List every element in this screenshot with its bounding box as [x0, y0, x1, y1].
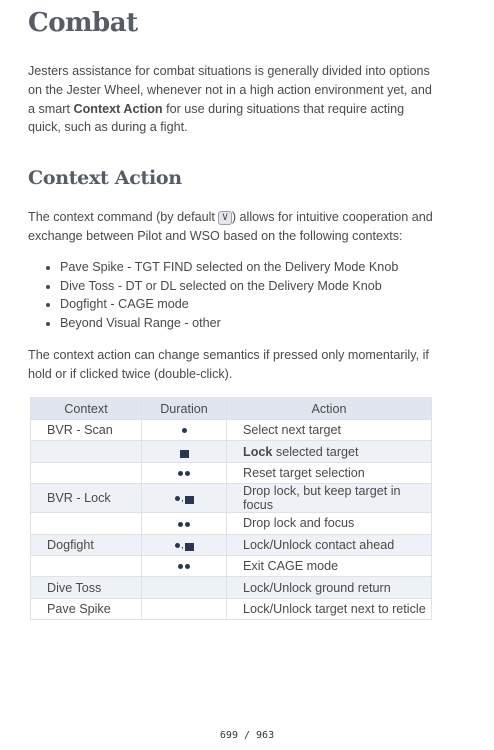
list-item: • Beyond Visual Range - other: [60, 314, 450, 333]
context-text-before: The context command (by default: [28, 210, 219, 224]
duration-cell: [142, 534, 227, 555]
context-action-table: [30, 397, 432, 620]
action-cell: [227, 484, 432, 513]
action-cell: [227, 534, 432, 555]
context-cell: [31, 441, 142, 462]
action-cell: [227, 555, 432, 576]
column-header-duration: Duration: [142, 398, 227, 420]
keybind-key: V: [218, 211, 231, 225]
action-text: Drop lock and focus: [243, 516, 355, 531]
context-cell: BVR - Scan: [31, 420, 142, 441]
table-row: [31, 513, 432, 534]
table-row: [31, 555, 432, 576]
context-cell: Pave Spike: [31, 598, 142, 619]
column-header-context: Context: [31, 398, 142, 420]
double-click-icon: [178, 522, 183, 527]
action-cell: [227, 462, 432, 483]
duration-cell: [142, 420, 227, 441]
context-cell: BVR - Lock: [31, 484, 142, 513]
double-click-icon: [185, 522, 190, 527]
duration-cell: [142, 462, 227, 483]
list-item: • Dogfight - CAGE mode: [60, 295, 450, 314]
short-press-icon: [182, 428, 187, 433]
action-cell: [227, 513, 432, 534]
table-row: [31, 441, 432, 462]
context-list: [28, 258, 450, 333]
intro-bold-term: Context Action: [73, 101, 163, 116]
table-row: [31, 484, 432, 513]
double-click-icon: [178, 471, 183, 476]
semantics-paragraph: The context action can change semantics if pressed only momentarily, if hold or if clicked twice (double-click).: [28, 348, 429, 381]
action-text: Drop lock, but keep target in focus: [243, 484, 401, 513]
action-text: Lock/Unlock target next to reticle: [243, 601, 426, 616]
separator-comma-icon: ,: [181, 539, 184, 551]
double-click-icon: [178, 564, 183, 569]
context-text-after: ) allows for intuitive cooperation and exchange between Pilot and WSO based on the following contexts:: [28, 210, 433, 243]
long-press-icon: [180, 450, 189, 458]
duration-cell: [142, 513, 227, 534]
double-click-icon: [185, 564, 190, 569]
table-row: [31, 420, 432, 441]
long-press-icon: [185, 496, 194, 504]
intro-paragraph: [28, 62, 438, 137]
duration-cell: [142, 484, 227, 513]
action-cell: [227, 577, 432, 598]
action-cell: [227, 441, 432, 462]
intro-text-before: Jesters assistance for combat situations is generally divided into options on the Jester Wheel, whenever not in a high action environment yet, and a smart: [28, 64, 432, 116]
table-body: [31, 420, 432, 620]
action-text: selected target: [272, 444, 359, 459]
action-cell: [227, 420, 432, 441]
action-text: Reset target selection: [243, 465, 365, 480]
section-title: Context Action: [28, 167, 182, 189]
short-press-icon: [175, 543, 180, 548]
context-cell: [31, 462, 142, 483]
intro-text-after: for use during situations that require acting quick, such as during a fight.: [28, 101, 405, 135]
separator-comma-icon: ,: [181, 493, 184, 505]
action-text: Select next target: [243, 423, 342, 438]
duration-cell: [142, 441, 227, 462]
double-click-icon: [185, 471, 190, 476]
duration-cell: [142, 555, 227, 576]
action-text: Lock/Unlock ground return: [243, 580, 391, 595]
table-header-row: [31, 398, 432, 420]
page-number: 699 / 963: [219, 730, 275, 741]
short-press-icon: [175, 496, 180, 501]
list-item: • Dive Toss - DT or DL selected on the Delivery Mode Knob: [60, 277, 450, 296]
long-press-icon: [185, 543, 194, 551]
context-cell: [31, 555, 142, 576]
page-title: Combat: [28, 8, 138, 38]
table-row: [31, 577, 432, 598]
duration-cell: [142, 577, 227, 598]
table-row: [31, 534, 432, 555]
table-row: [31, 462, 432, 483]
action-cell: [227, 598, 432, 619]
context-cell: Dogfight: [31, 534, 142, 555]
list-item: • Pave Spike - TGT FIND selected on the Delivery Mode Knob: [60, 258, 450, 277]
column-header-action: Action: [227, 398, 432, 420]
table-row: [31, 598, 432, 619]
duration-cell: [142, 598, 227, 619]
context-cell: Dive Toss: [31, 577, 142, 598]
action-bold-text: Lock: [243, 444, 273, 459]
action-text: Exit CAGE mode: [243, 559, 339, 574]
context-paragraph: [28, 208, 438, 246]
action-text: Lock/Unlock contact ahead: [243, 537, 395, 552]
context-cell: [31, 513, 142, 534]
